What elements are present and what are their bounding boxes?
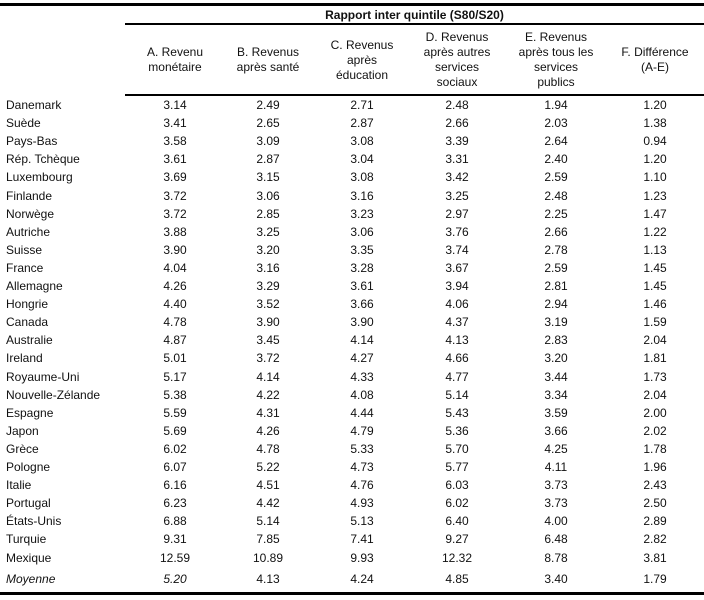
table-cell: 4.13 (445, 333, 469, 348)
table-cell: 2.59 (544, 170, 568, 185)
table-cell: 4.33 (350, 369, 374, 384)
table-cell: 6.48 (544, 532, 568, 547)
table-cell: 3.67 (445, 260, 469, 275)
column-header: B. Revenus après santé (236, 45, 300, 74)
table-cell: 3.25 (445, 188, 469, 203)
table-cell: 1.22 (643, 224, 667, 239)
table-cell: 2.66 (445, 116, 469, 131)
table-cell: 4.73 (350, 460, 374, 474)
table-cell: 3.16 (256, 260, 280, 275)
table-cell: 4.79 (350, 423, 374, 438)
table-cell: 2.87 (256, 152, 280, 167)
table-cell: 4.44 (350, 405, 374, 420)
table-cell: 3.66 (350, 297, 374, 312)
table-cell: 1.45 (643, 279, 667, 293)
table-cell: 5.20 (163, 572, 187, 586)
table-cell: 2.65 (256, 116, 280, 131)
table-cell: 3.73 (544, 496, 568, 511)
country-label: Canada (6, 315, 49, 330)
table-cell: 4.66 (445, 351, 469, 366)
table-cell: 3.15 (256, 170, 280, 185)
table-cell: 2.04 (643, 387, 667, 402)
table-cell: 3.16 (350, 188, 374, 203)
table-cell: 5.17 (163, 369, 187, 384)
table-row (0, 494, 704, 512)
table-cell: 2.03 (544, 116, 568, 131)
table-cell: 10.89 (252, 550, 284, 565)
table-cell: 1.59 (643, 315, 667, 330)
table-cell: 4.31 (256, 405, 280, 420)
table-cell: 3.41 (163, 116, 187, 131)
table-cell: 5.01 (163, 351, 187, 366)
table-cell: 4.08 (350, 387, 374, 402)
table-cell: 5.14 (445, 387, 469, 402)
table-row (0, 440, 704, 458)
table-cell: 2.49 (256, 98, 280, 112)
table-row (0, 295, 704, 313)
table-row (0, 168, 704, 186)
table-cell: 3.69 (163, 170, 187, 185)
table-cell: 1.45 (643, 260, 667, 275)
table-row (0, 422, 704, 440)
bottom-rule (0, 592, 704, 595)
country-label: Australie (6, 333, 53, 348)
table-cell: 3.94 (445, 279, 469, 293)
table-cell: 6.88 (163, 514, 187, 529)
table-cell: 6.40 (445, 514, 469, 529)
column-header: A. Revenu monétaire (146, 45, 204, 74)
table-cell: 3.81 (643, 550, 667, 565)
table-row (0, 331, 704, 349)
table-cell: 3.08 (350, 134, 374, 149)
column-header: F. Différence (A-E) (621, 45, 689, 74)
table-cell: 3.06 (256, 188, 280, 203)
table-cell: 3.23 (350, 206, 374, 221)
table-cell: 5.38 (163, 387, 187, 402)
table-cell: 5.14 (256, 514, 280, 529)
column-header: C. Revenus après éducation (330, 37, 394, 82)
table-cell: 3.88 (163, 224, 187, 239)
country-label: Moyenne (6, 572, 56, 586)
table-cell: 4.78 (256, 441, 280, 456)
table-cell: 5.59 (163, 405, 187, 420)
table-cell: 3.76 (445, 224, 469, 239)
country-label: États-Unis (6, 514, 62, 529)
country-label: Pologne (6, 460, 51, 474)
table-cell: 5.77 (445, 460, 469, 474)
table-cell: 3.61 (350, 279, 374, 293)
table-row (0, 530, 704, 548)
table-cell: 6.23 (163, 496, 187, 511)
country-label: Espagne (6, 405, 54, 420)
table-cell: 4.26 (256, 423, 280, 438)
table-cell: 1.96 (643, 460, 667, 474)
table-cell: 3.04 (350, 152, 374, 167)
table-cell: 3.20 (256, 242, 280, 257)
table-cell: 1.23 (643, 188, 667, 203)
table-cell: 6.02 (445, 496, 469, 511)
country-label: Nouvelle-Zélande (6, 387, 101, 402)
country-label: Allemagne (6, 279, 63, 293)
table-cell: 2.50 (643, 496, 667, 511)
table-cell: 2.00 (643, 405, 667, 420)
table-cell: 3.42 (445, 170, 469, 185)
table-cell: 4.51 (256, 478, 280, 493)
table-cell: 5.36 (445, 423, 469, 438)
table-cell: 3.74 (445, 242, 469, 257)
table-cell: 12.32 (441, 550, 473, 565)
country-label: Portugal (6, 496, 51, 511)
top-rule (0, 3, 704, 6)
country-label: Suède (6, 116, 41, 131)
table-cell: 3.61 (163, 152, 187, 167)
table-cell: 5.43 (445, 405, 469, 420)
table-cell: 2.04 (643, 333, 667, 348)
table-row (0, 549, 704, 567)
table-cell: 1.78 (643, 441, 667, 456)
table-cell: 2.89 (643, 514, 667, 529)
table-cell: 4.24 (350, 572, 374, 586)
country-label: Danemark (6, 98, 62, 112)
table-cell: 2.81 (544, 279, 568, 293)
country-label: Ireland (6, 351, 43, 366)
table-cell: 4.27 (350, 351, 374, 366)
table-cell: 2.71 (350, 98, 374, 112)
table-row (0, 277, 704, 295)
table-cell: 3.90 (256, 315, 280, 330)
table-cell: 1.47 (643, 206, 667, 221)
table-cell: 3.66 (544, 423, 568, 438)
country-label: Royaume-Uni (6, 369, 80, 384)
table-row (0, 114, 704, 132)
table-cell: 4.40 (163, 297, 187, 312)
table-cell: 4.13 (256, 572, 280, 586)
table-cell: 2.48 (445, 98, 469, 112)
table-cell: 3.14 (163, 98, 187, 112)
table-cell: 3.06 (350, 224, 374, 239)
table-cell: 3.29 (256, 279, 280, 293)
country-label: France (6, 260, 44, 275)
table-cell: 3.28 (350, 260, 374, 275)
table-cell: 9.93 (350, 550, 374, 565)
table-cell: 3.31 (445, 152, 469, 167)
column-header: D. Revenus après autres services sociaux (423, 30, 491, 89)
table-row (0, 187, 704, 205)
column-header: E. Revenus après tous les services publics (518, 30, 594, 89)
table-cell: 4.00 (544, 514, 568, 529)
table-cell: 3.20 (544, 351, 568, 366)
table-row (0, 96, 704, 114)
table-row (0, 132, 704, 150)
table-cell: 3.09 (256, 134, 280, 149)
table-cell: 1.81 (643, 351, 667, 366)
table-row (0, 512, 704, 530)
table-cell: 6.03 (445, 478, 469, 493)
country-label: Luxembourg (6, 170, 73, 185)
table-cell: 2.97 (445, 206, 469, 221)
country-label: Pays-Bas (6, 134, 58, 149)
table-cell: 7.85 (256, 532, 280, 547)
super-header: Rapport inter quintile (S80/S20) (325, 8, 504, 22)
table-cell: 4.77 (445, 369, 469, 384)
table-cell: 3.34 (544, 387, 568, 402)
table-cell: 3.72 (163, 206, 187, 221)
table-row (0, 205, 704, 223)
table-cell: 5.69 (163, 423, 187, 438)
table-row (0, 349, 704, 367)
table-cell: 4.11 (544, 460, 568, 474)
country-label: Grèce (6, 441, 39, 456)
table-cell: 3.25 (256, 224, 280, 239)
table-cell: 5.70 (445, 441, 469, 456)
table-cell: 3.08 (350, 170, 374, 185)
table-cell: 8.78 (544, 550, 568, 565)
table-cell: 3.90 (350, 315, 374, 330)
country-label: Japon (6, 423, 39, 438)
table-cell: 1.20 (643, 98, 667, 112)
table-cell: 3.45 (256, 333, 280, 348)
table-cell: 7.41 (350, 532, 374, 547)
table-row (0, 368, 704, 386)
table-cell: 3.19 (544, 315, 568, 330)
table-cell: 2.82 (643, 532, 667, 547)
table-cell: 5.33 (350, 441, 374, 456)
country-label: Finlande (6, 188, 53, 203)
table-row (0, 404, 704, 422)
country-label: Suisse (6, 242, 43, 257)
table-cell: 2.83 (544, 333, 568, 348)
table-cell: 2.40 (544, 152, 568, 167)
table-row (0, 259, 704, 277)
table-cell: 3.35 (350, 242, 374, 257)
super-header-rule (125, 23, 704, 25)
table-cell: 2.59 (544, 260, 568, 275)
table-cell: 1.20 (643, 152, 667, 167)
table-cell: 6.16 (163, 478, 187, 493)
table-cell: 1.73 (643, 369, 667, 384)
table-cell: 3.73 (544, 478, 568, 493)
table-cell: 4.26 (163, 279, 187, 293)
average-row (0, 570, 704, 588)
table-cell: 2.48 (544, 188, 568, 203)
table-cell: 1.38 (643, 116, 667, 131)
table-cell: 4.14 (350, 333, 374, 348)
table-cell: 1.46 (643, 297, 667, 312)
table-cell: 2.66 (544, 224, 568, 239)
country-label: Mexique (6, 550, 52, 565)
table-cell: 2.85 (256, 206, 280, 221)
table-cell: 1.79 (643, 572, 667, 586)
country-label: Italie (6, 478, 32, 493)
table-row (0, 150, 704, 168)
table-cell: 4.42 (256, 496, 280, 511)
table-cell: 2.43 (643, 478, 667, 493)
country-label: Hongrie (6, 297, 49, 312)
table-cell: 9.27 (445, 532, 469, 547)
table-cell: 4.85 (445, 572, 469, 586)
table-cell: 1.94 (544, 98, 568, 112)
table-cell: 4.06 (445, 297, 469, 312)
table-row (0, 241, 704, 259)
country-label: Norwège (6, 206, 55, 221)
table-row (0, 223, 704, 241)
table-cell: 9.31 (163, 532, 187, 547)
table-cell: 2.25 (544, 206, 568, 221)
table-cell: 5.22 (256, 460, 280, 474)
table-cell: 2.78 (544, 242, 568, 257)
table-cell: 3.39 (445, 134, 469, 149)
table-cell: 3.72 (256, 351, 280, 366)
table-cell: 4.37 (445, 315, 469, 330)
table-cell: 3.52 (256, 297, 280, 312)
table-row (0, 386, 704, 404)
table-cell: 4.76 (350, 478, 374, 493)
table-cell: 4.87 (163, 333, 187, 348)
country-label: Turquie (6, 532, 47, 547)
table-cell: 3.90 (163, 242, 187, 257)
table-cell: 3.40 (544, 572, 568, 586)
table-cell: 4.78 (163, 315, 187, 330)
table-cell: 2.64 (544, 134, 568, 149)
table-cell: 2.02 (643, 423, 667, 438)
table-cell: 1.10 (643, 170, 667, 185)
table-cell: 3.44 (544, 369, 568, 384)
table-cell: 5.13 (350, 514, 374, 529)
country-label: Rép. Tchèque (6, 152, 80, 167)
table-cell: 2.87 (350, 116, 374, 131)
table-cell: 3.59 (544, 405, 568, 420)
table-cell: 6.02 (163, 441, 187, 456)
table-cell: 12.59 (159, 550, 191, 565)
table-cell: 3.72 (163, 188, 187, 203)
table-cell: 4.04 (163, 260, 187, 275)
table-row (0, 313, 704, 331)
table-cell: 3.58 (163, 134, 187, 149)
table-cell: 1.13 (643, 242, 667, 257)
table-cell: 2.94 (544, 297, 568, 312)
table-cell: 4.14 (256, 369, 280, 384)
table-cell: 4.25 (544, 441, 568, 456)
table-row (0, 476, 704, 494)
country-label: Autriche (6, 224, 51, 239)
table-cell: 4.93 (350, 496, 374, 511)
table-row (0, 458, 704, 476)
table-cell: 6.07 (163, 460, 187, 474)
table-cell: 0.94 (643, 134, 667, 149)
table-cell: 4.22 (256, 387, 280, 402)
